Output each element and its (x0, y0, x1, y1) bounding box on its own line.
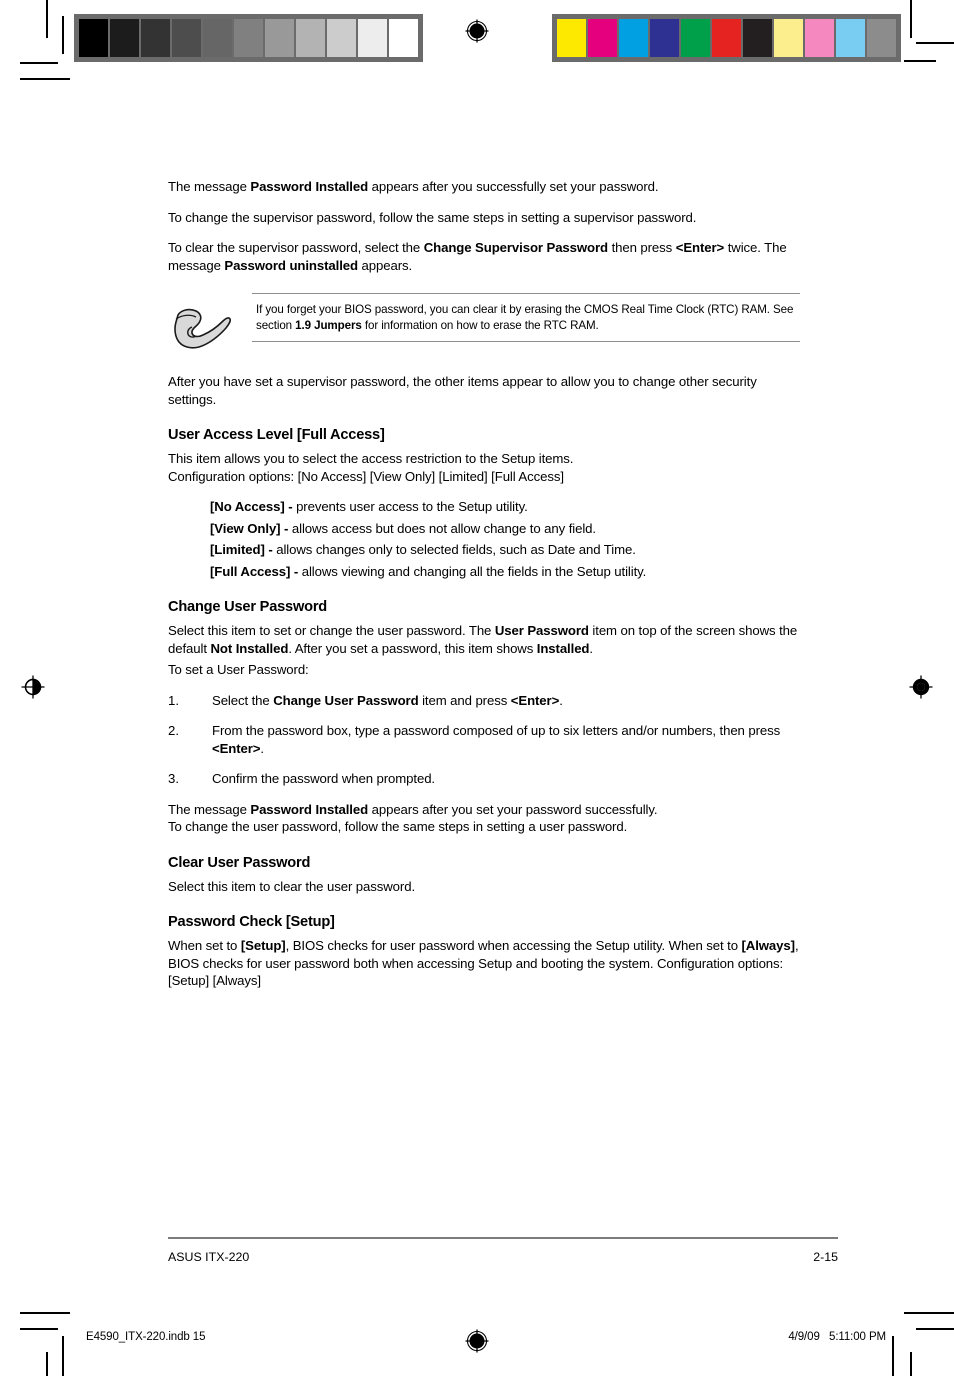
change-user-password-intro: To set a User Password: (168, 662, 309, 677)
user-access-desc-line2: Configuration options: [No Access] [View Only] [Limited] [Full Access] (168, 468, 564, 484)
text-run-bold: Change Supervisor Password (423, 240, 608, 255)
text-run: for information on how to erase the RTC RAM. (361, 319, 599, 332)
note-body (252, 293, 800, 342)
option-text: prevents user access to the Setup utility. (292, 499, 528, 514)
text-run: The message (168, 179, 251, 194)
crop-mark-bottom-right-inner-horizontal (916, 1328, 954, 1330)
step-number: 2. (168, 723, 179, 738)
text-run-bold: Password uninstalled (224, 257, 358, 273)
text-run-bold: [Setup] (240, 938, 286, 953)
heading-clear-user-password: Clear User Password (168, 854, 311, 871)
registration-target-right (908, 674, 934, 700)
text-run-bold: <Enter> (510, 692, 560, 708)
password-check-desc (168, 937, 800, 990)
text-run: The message (168, 801, 251, 817)
grayscale-step-wedge (74, 14, 423, 62)
option-label: [Limited] - (210, 542, 273, 557)
text-run: appears after you set your password successfully. (368, 801, 658, 817)
step-number: 3. (168, 771, 179, 786)
crop-mark-bottom-left-vertical (62, 1336, 64, 1376)
paragraph-clear-supervisor (168, 239, 800, 274)
text-run-bold: <Enter> (212, 740, 261, 756)
text-run: then press (608, 240, 676, 255)
grayscale-swatch (358, 19, 387, 57)
crop-mark-top-left-outer-vertical (62, 16, 64, 54)
text-run-bold: Password Installed (250, 801, 369, 817)
paragraph-change-user-password: To change the user password, follow the same steps in setting a user password. (168, 819, 628, 834)
option-label: [Full Access] - (210, 563, 299, 579)
heading-password-check: Password Check [Setup] (168, 914, 335, 930)
text-run: appears after you successfully set your password. (368, 179, 659, 194)
registration-target-bottom-center (464, 1328, 490, 1354)
step-item (168, 770, 800, 788)
text-run: twice. The message (168, 240, 787, 273)
crop-mark-top-left-outer-horizontal (20, 78, 70, 80)
option-text: allows viewing and changing all the fields in the Setup utility. (298, 563, 647, 579)
color-swatch (712, 19, 741, 57)
text-run: From the password box, type a password composed of up to six letters and/or numbers, then press (212, 723, 781, 738)
option-text: allows changes only to selected fields, such as Date and Time. (272, 542, 636, 557)
paragraph-change-supervisor: To change the supervisor password, follow the same steps in setting a supervisor password. (168, 209, 697, 225)
grayscale-swatch (141, 19, 170, 57)
color-swatch (743, 19, 772, 57)
grayscale-swatch (203, 19, 232, 57)
text-run-bold: User Password (494, 623, 589, 638)
step-text (212, 692, 800, 710)
grayscale-swatch (327, 19, 356, 57)
footer-row (168, 1250, 838, 1264)
registration-target-left (20, 674, 46, 700)
grayscale-swatch (79, 19, 108, 57)
slug-file-name: E4590_ITX-220.indb 15 (86, 1331, 206, 1343)
note-callout (168, 293, 800, 349)
step-number: 1. (168, 692, 179, 708)
note-text (256, 302, 800, 334)
paragraph-password-installed (168, 178, 800, 196)
text-run: , BIOS checks for user password when accessing the Setup utility. When set to (285, 938, 742, 953)
crop-mark-bottom-right-outer-vertical (910, 1352, 912, 1376)
text-run-bold: 1.9 Jumpers (295, 319, 362, 332)
crop-mark-top-left-vertical (46, 0, 48, 38)
option-label: [View Only] - (210, 520, 289, 536)
grayscale-swatch (172, 19, 201, 57)
text-run-bold: Password Installed (250, 179, 369, 194)
color-swatch (557, 19, 586, 57)
option-text: allows access but does not allow change to any field. (288, 520, 596, 536)
text-run: . (559, 692, 563, 708)
color-swatch (650, 19, 679, 57)
crop-mark-bottom-right-vertical (892, 1336, 894, 1376)
text-run: item on top of the screen shows the default (168, 623, 798, 656)
text-run-bold: <Enter> (675, 240, 725, 255)
crop-mark-top-right-horizontal (916, 42, 954, 44)
page-footer (168, 1237, 838, 1264)
color-swatch (867, 19, 896, 57)
text-run: . (589, 640, 593, 656)
option-label: [No Access] - (210, 499, 293, 514)
grayscale-swatch (265, 19, 294, 57)
paragraph-user-password-installed (168, 801, 800, 819)
text-run: To clear the supervisor password, select the (168, 240, 424, 255)
text-run-bold: Not Installed (210, 640, 289, 656)
grayscale-swatch (110, 19, 139, 57)
text-run: Select this item to set or change the user password. The (168, 623, 495, 638)
grayscale-swatch (234, 19, 263, 57)
user-access-option-list (210, 498, 800, 580)
text-run: When set to (168, 938, 241, 953)
text-run-bold: Installed (536, 640, 590, 656)
color-swatch (681, 19, 710, 57)
crop-mark-bottom-left-horizontal (20, 1312, 70, 1314)
text-run: item and press (418, 692, 511, 708)
color-swatch (588, 19, 617, 57)
text-run: , BIOS checks for user password both when accessing Setup and booting the system. Configuration options: [Setup] [Always] (168, 938, 799, 988)
footer-product-name: ASUS ITX-220 (168, 1250, 250, 1264)
option-no-access (210, 498, 800, 516)
crop-mark-bottom-right-horizontal (904, 1312, 954, 1314)
color-swatch (774, 19, 803, 57)
text-run: If you forget your BIOS password, you can clear it by erasing the CMOS Real Time Clock (RTC) RAM. See section (256, 303, 794, 332)
crop-mark-top-right-outer-horizontal (904, 60, 936, 62)
footer-page-number: 2-15 (813, 1250, 838, 1264)
text-run: appears. (357, 257, 413, 273)
step-text: Confirm the password when prompted. (212, 771, 435, 786)
text-run: . After you set a password, this item shows (288, 640, 537, 656)
option-limited (210, 541, 800, 559)
color-swatch (805, 19, 834, 57)
clear-user-password-desc: Select this item to clear the user password. (168, 878, 416, 894)
text-run: Select the (212, 692, 274, 708)
change-user-password-desc (168, 622, 800, 657)
page-content (168, 178, 800, 1003)
footer-divider (168, 1237, 838, 1239)
crop-mark-bottom-left-inner-horizontal (20, 1328, 58, 1330)
step-item (168, 722, 800, 757)
color-control-bar (552, 14, 901, 62)
option-full-access (210, 563, 800, 581)
heading-user-access-level: User Access Level [Full Access] (168, 427, 385, 443)
heading-change-user-password: Change User Password (168, 599, 328, 615)
text-run-bold: [Always] (741, 938, 795, 953)
registration-target-top-center (464, 18, 490, 44)
grayscale-swatch (389, 19, 418, 57)
step-text (212, 722, 800, 757)
text-run: . (260, 740, 264, 756)
pointing-hand-icon (172, 305, 234, 353)
grayscale-swatch (296, 19, 325, 57)
crop-mark-bottom-left-outer-vertical (46, 1352, 48, 1376)
crop-mark-top-right-vertical (910, 0, 912, 38)
color-swatch (836, 19, 865, 57)
slug-timestamp: 4/9/09 5:11:00 PM (788, 1331, 886, 1343)
option-view-only (210, 520, 800, 538)
user-access-desc-line1: This item allows you to select the access restriction to the Setup items. (168, 451, 574, 466)
color-swatch (619, 19, 648, 57)
crop-mark-top-left-horizontal (20, 62, 58, 64)
step-item (168, 692, 800, 710)
crop-mark-top-right-outer-vertical (892, 16, 894, 54)
paragraph-after-supervisor: After you have set a supervisor password, the other items appear to allow you to change other security settings. (168, 374, 757, 407)
text-run-bold: Change User Password (273, 692, 419, 708)
user-password-steps (168, 692, 800, 788)
